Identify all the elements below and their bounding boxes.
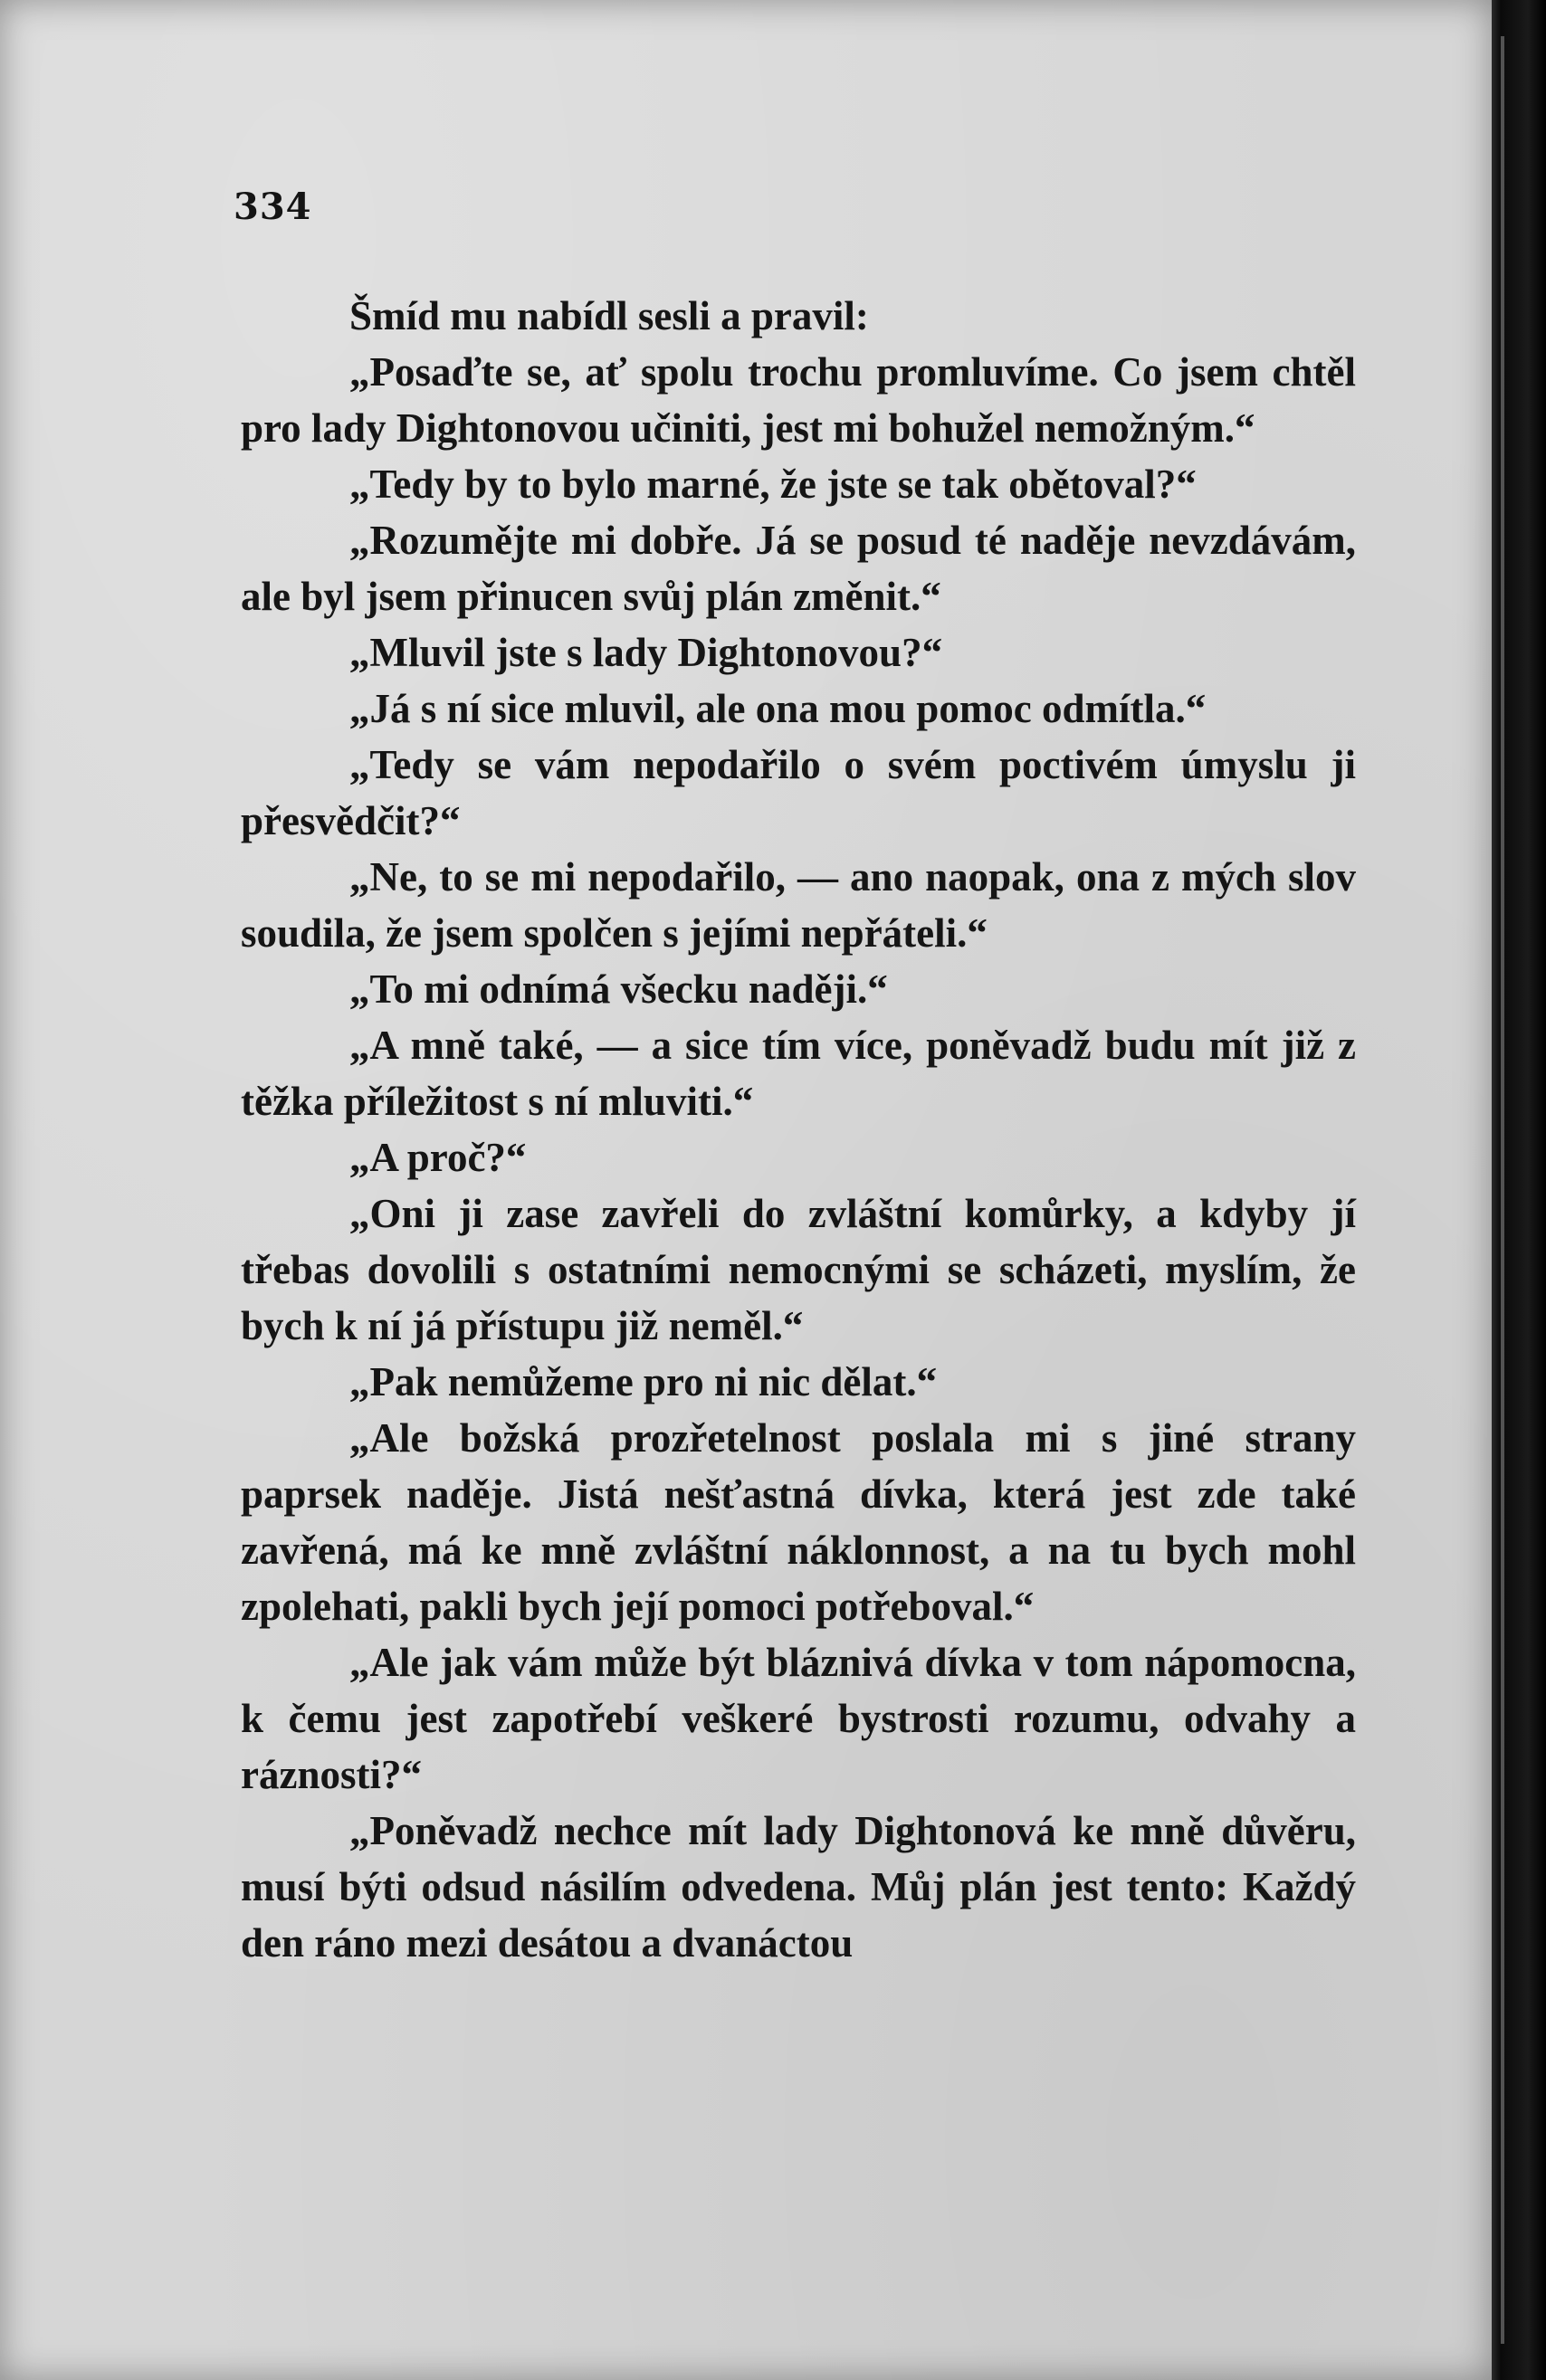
paragraph: „Já s ní sice mluvil, ale ona mou pomoc odmítla.“ xyxy=(349,686,1207,731)
paragraph: „Mluvil jste s lady Dightonovou?“ xyxy=(349,630,943,675)
scan-edge-shadow xyxy=(1492,0,1546,2380)
paragraph: „Pak nemůžeme pro ni nic dělat.“ xyxy=(349,1359,938,1404)
paragraph: „To mi odnímá všecku naději.“ xyxy=(349,966,888,1012)
paragraph: „Rozumějte mi dobře. Já se posud té naděje nevzdávám, ale byl jsem přinucen svůj plán změnit.“ xyxy=(241,518,1356,619)
paragraph: „Tedy se vám nepodařilo o svém poctivém úmyslu ji přesvědčit?“ xyxy=(241,742,1356,843)
paragraph: „A proč?“ xyxy=(349,1135,527,1180)
paragraph: „Posaďte se, ať spolu trochu promluvíme. Co jsem chtěl pro lady Dightonovou učiniti, jest mi bohužel nemožným.“ xyxy=(241,349,1356,451)
paragraph: „Oni ji zase zavřeli do zvláštní komůrky, a kdyby jí třebas dovolili s ostatními nemocnými se scházeti, myslím, že bych k ní já přístupu již neměl.“ xyxy=(241,1191,1356,1348)
paragraph: „Ale božská prozřetelnost poslala mi s jiné strany paprsek naděje. Jistá nešťastná dívka, která jest zde také zavřená, má ke mně zvláštní náklonnost, a na tu bych mohl zpolehati, pakli bych její pomoci potřeboval.“ xyxy=(241,1415,1356,1629)
paragraph: Šmíd mu nabídl sesli a pravil: xyxy=(349,293,869,338)
paragraph: „Tedy by to bylo marné, že jste se tak obětoval?“ xyxy=(349,462,1197,507)
paragraph: „Ne, to se mi nepodařilo, — ano naopak, ona z mých slov soudila, že jsem spolčen s jejími nepřáteli.“ xyxy=(241,854,1356,956)
paragraph: „Poněvadž nechce mít lady Dightonová ke mně důvěru, musí býti odsud násilím odvedena. Můj plán jest tento: Každý den ráno mezi desátou a dvanáctou xyxy=(241,1808,1356,1966)
body-text xyxy=(241,288,1356,1971)
page-number: 334 xyxy=(234,186,312,228)
paragraph: „Ale jak vám může být bláznivá dívka v tom nápomocna, k čemu jest zapotřebí veškeré bystrosti rozumu, odvahy a ráznosti?“ xyxy=(241,1640,1356,1797)
paragraph: „A mně také, — a sice tím více, poněvadž budu mít již z těžka příležitost s ní mluviti.“ xyxy=(241,1023,1356,1124)
scan-edge-line xyxy=(1501,36,1504,2344)
